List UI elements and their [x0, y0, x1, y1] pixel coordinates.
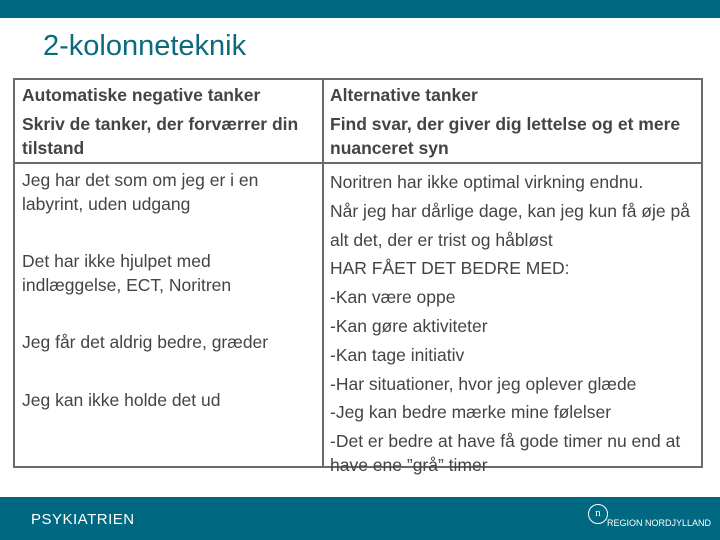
alt-line: -Kan tage initiativ [330, 344, 465, 365]
alt-line: -Det er bedre at have få gode timer nu end at have ene ”grå” timer [330, 431, 681, 476]
alt-line: -Jeg kan bedre mærke mine følelser [330, 402, 612, 423]
negative-thought: Jeg har det som om jeg er i en labyrint, uden udgang [22, 170, 259, 214]
footer-bar [0, 497, 720, 540]
psykiatrien-logo: PSYKIATRIEN [31, 511, 135, 528]
alt-line: Noritren har ikke optimal virkning endnu. [330, 172, 644, 192]
two-column-table [13, 78, 703, 476]
top-bar [0, 0, 720, 18]
alt-line: -Kan være oppe [330, 287, 456, 308]
region-logo-icon: n [588, 504, 608, 524]
column-divider [322, 80, 324, 466]
alt-line: Når jeg har dårlige dage, kan jeg kun få øje på alt det, der er trist og håbløst [330, 200, 690, 250]
left-header-subtitle: Skriv de tanker, der forværrer din tilstand [22, 114, 299, 158]
alt-line: -Kan gøre aktiviteter [330, 315, 488, 336]
region-nordjylland-logo: REGION NORDJYLLAND [607, 518, 712, 528]
left-header [22, 83, 314, 165]
page-title: 2-kolonneteknik [43, 30, 247, 62]
alternative-thoughts [330, 168, 700, 477]
negative-thought: Jeg kan ikke holde det ud [22, 390, 221, 410]
negative-thought: Det har ikke hjulpet med indlæggelse, ECT, Noritren [22, 251, 232, 295]
alt-line: HAR FÅET DET BEDRE MED: [330, 258, 570, 279]
alt-line: -Har situationer, hvor jeg oplever glæde [330, 373, 637, 394]
right-header-subtitle: Find svar, der giver dig lettelse og et mere nuanceret syn [330, 114, 681, 158]
negative-thought: Jeg får det aldrig bedre, græder [22, 332, 269, 352]
left-header-title: Automatiske negative tanker [22, 85, 261, 105]
right-header [330, 83, 700, 165]
right-header-title: Alternative tanker [330, 85, 478, 105]
